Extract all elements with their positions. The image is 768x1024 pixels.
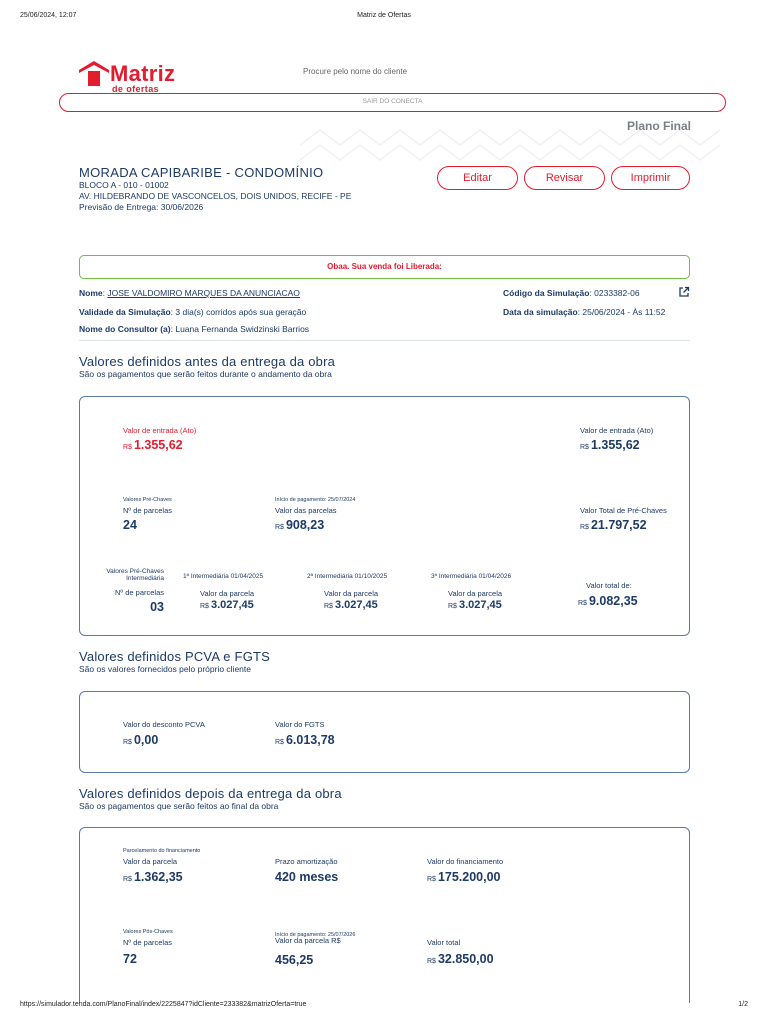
fgts-label: Valor do FGTS	[275, 720, 325, 729]
financing-value: R$ 175.200,00	[427, 870, 501, 884]
pcva-label: Valor do desconto PCVA	[123, 720, 205, 729]
external-link-icon[interactable]	[678, 286, 690, 298]
inter3-date: 3ª Intermediária 01/04/2026	[431, 573, 512, 580]
matriz-logo[interactable]	[79, 60, 209, 96]
validity-value: 3 dia(s) corridos após sua geração	[175, 307, 307, 317]
inter1-label: Valor da parcela	[200, 589, 255, 598]
inter2-date: 2ª Intermediária 01/10/2025	[307, 573, 388, 580]
pos-parcelas-value: 72	[123, 952, 137, 966]
consultant-row: Nome do Consultor (a): Luana Fernanda Swidzinski Barrios	[79, 324, 310, 334]
simulation-date-value: 25/06/2024 - Às 11:52	[582, 307, 666, 317]
pos-payment-start: Início de pagamento: 25/07/2026	[275, 932, 356, 938]
entrada-value-right: R$ 1.355,62	[580, 438, 640, 452]
review-button[interactable]: Revisar	[524, 166, 605, 190]
edit-button[interactable]: Editar	[437, 166, 518, 190]
simulation-code-label: Código da Simulação	[503, 288, 590, 298]
pos-chaves-tag: Valores Pós-Chaves	[123, 929, 173, 935]
unit-block: BLOCO A - 010 - 01002	[79, 180, 169, 190]
inter2-label: Valor da parcela	[324, 589, 379, 598]
inter-total-label: Valor total de:	[586, 581, 632, 590]
section-subtitle-after: São os pagamentos que serão feitos ao final da obra	[79, 801, 279, 811]
fin-parcela-label: Valor da parcela	[123, 857, 178, 866]
parcelas-label: Nº de parcelas	[123, 506, 173, 515]
plan-label: Plano Final	[626, 119, 691, 133]
inter1-date: 1ª Intermediária 01/04/2025	[183, 573, 264, 580]
inter-parcelas-value: 03	[150, 600, 164, 614]
print-timestamp: 25/06/2024, 12:07	[20, 12, 77, 19]
client-name-row: Nome: JOSE VALDOMIRO MARQUES DA ANUNCIACAO	[79, 288, 300, 298]
simulation-date-row: Data da simulação: 25/06/2024 - Às 11:52	[503, 307, 666, 317]
inter1-value: R$ 3.027,45	[200, 599, 254, 611]
card-after-delivery	[79, 827, 690, 1003]
simulation-code-value: 0233382-06	[594, 288, 640, 298]
inter3-value: R$ 3.027,45	[448, 599, 502, 611]
inter3-label: Valor da parcela	[448, 589, 503, 598]
client-name-label: Nome	[79, 288, 103, 298]
section-title-pcva: Valores definidos PCVA e FGTS	[79, 649, 271, 664]
logo-wordmark: Matriz	[110, 61, 176, 86]
consultant-value: Luana Fernanda Swidzinski Barrios	[175, 324, 310, 334]
print-button[interactable]: Imprimir	[611, 166, 690, 190]
print-header	[20, 12, 748, 24]
total-pre-value: R$ 21.797,52	[580, 518, 647, 532]
print-footer	[20, 1001, 748, 1013]
delivery-forecast: Previsão de Entrega: 30/06/2026	[79, 202, 204, 212]
fgts-value: R$ 6.013,78	[275, 733, 335, 747]
financing-tag: Parcelamento do financiamento	[123, 848, 201, 854]
pos-total-label: Valor total	[427, 938, 461, 947]
validity-label: Validade da Simulação	[79, 307, 171, 317]
parcelas-value: 24	[123, 518, 137, 532]
section-subtitle-before: São os pagamentos que serão feitos durante o andamento da obra	[79, 369, 332, 379]
development-name: MORADA CAPIBARIBE - CONDOMÍNIO	[79, 165, 324, 180]
valor-parcelas-label: Valor das parcelas	[275, 506, 337, 515]
total-pre-label: Valor Total de Pré-Chaves	[580, 506, 667, 515]
card-before-delivery	[79, 396, 690, 636]
simulation-code-row: Código da Simulação: 0233382-06	[503, 288, 640, 298]
entrada-label-right: Valor de entrada (Ato)	[580, 426, 654, 435]
validity-row: Validade da Simulação: 3 dia(s) corridos após sua geração	[79, 307, 307, 317]
pos-parcelas-label: Nº de parcelas	[123, 938, 173, 947]
inter-parcelas-label: Nº de parcelas	[114, 588, 164, 597]
pcva-value: R$ 0,00	[123, 733, 159, 747]
print-page-number: 1/2	[738, 1001, 748, 1008]
intermediaria-tag: Valores Pré-Chaves Intermediária	[106, 568, 164, 582]
print-title: Matriz de Ofertas	[357, 12, 411, 19]
payment-start: Início de pagamento: 25/07/2024	[275, 497, 356, 503]
client-name-link[interactable]: JOSE VALDOMIRO MARQUES DA ANUNCIACAO	[107, 288, 300, 298]
fin-parcela-value: R$ 1.362,35	[123, 870, 183, 884]
client-search-input[interactable]: Procure pelo nome do cliente	[303, 67, 408, 76]
house-logo-icon	[79, 60, 109, 86]
inter2-value: R$ 3.027,45	[324, 599, 378, 611]
section-title-before: Valores definidos antes da entrega da obra	[79, 354, 336, 369]
financing-label: Valor do financiamento	[427, 857, 504, 866]
prazo-label: Prazo amortização	[275, 857, 338, 866]
sale-released-alert: Obaa. Sua venda foi Liberada:	[79, 255, 690, 279]
pos-parcela-label: Valor da parcela R$	[275, 936, 341, 945]
valor-parcelas-value: R$ 908,23	[275, 518, 325, 532]
logo-subtitle: de ofertas	[112, 84, 160, 94]
print-url: https://simulador.tenda.com/PlanoFinal/index/2225847?idCliente=233382&matrizOferta=true	[20, 1001, 307, 1008]
exit-conecta-label: SAIR DO CONECTA	[362, 98, 423, 105]
entrada-value: R$ 1.355,62	[123, 438, 183, 452]
prazo-value: 420 meses	[275, 870, 339, 884]
pos-total-value: R$ 32.850,00	[427, 952, 494, 966]
simulation-date-label: Data da simulação	[503, 307, 578, 317]
pos-parcela-value: 456,25	[275, 953, 314, 967]
exit-conecta-bar[interactable]	[59, 93, 726, 112]
inter-total-value: R$ 9.082,35	[578, 594, 638, 608]
section-title-after: Valores definidos depois da entrega da obra	[79, 786, 342, 801]
divider	[79, 340, 690, 341]
consultant-label: Nome do Consultor (a)	[79, 324, 171, 334]
entrada-label: Valor de entrada (Ato)	[123, 426, 197, 435]
address: AV. HILDEBRANDO DE VASCONCELOS, DOIS UNIDOS, RECIFE - PE	[79, 191, 352, 201]
section-subtitle-pcva: São os valores fornecidos pelo próprio cliente	[79, 664, 251, 674]
card-pcva-fgts	[79, 691, 690, 773]
pre-chaves-tag: Valores Pré-Chaves	[123, 497, 172, 503]
